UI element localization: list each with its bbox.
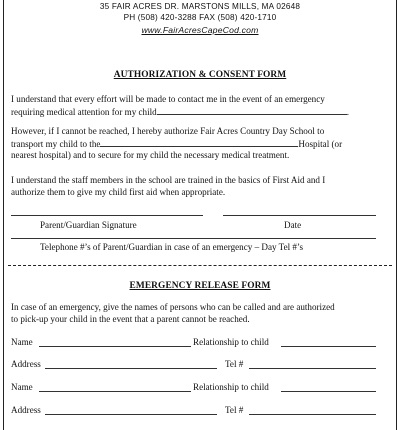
contact-2-address-row [11, 405, 391, 417]
release-title: EMERGENCY RELEASE FORM [129, 281, 271, 291]
contact-2-address-field[interactable] [45, 414, 217, 415]
contact-2-relationship-field[interactable] [281, 391, 376, 392]
contact-2-name-row [11, 382, 391, 394]
para2-line3: nearest hospital) and to secure for my child the necessary medical treatment. [11, 150, 290, 161]
para2-line1: However, if I cannot be reached, I hereby authorize Fair Acres Country Day School to [11, 126, 325, 136]
authorization-paragraph-1 [11, 94, 391, 118]
para1-line2-text: requiring medical attention for my child [11, 106, 157, 117]
para3-line2: authorize them to give my child first aid when appropriate. [11, 186, 226, 197]
child-name-field[interactable] [157, 106, 347, 115]
contact-2-name-field[interactable] [39, 391, 191, 392]
para2-line2-b: Hospital (or [298, 138, 343, 149]
school-website-link[interactable]: www.FairAcresCapeCod.com [141, 25, 259, 35]
relationship-label: Relationship to child [193, 337, 269, 347]
contact-1-name-row [11, 337, 391, 349]
contact-1-tel-field[interactable] [249, 368, 376, 369]
right-border-line [396, 0, 397, 430]
para1-line1: I understand that every effort will be made to contact me in the event of an emergency [11, 94, 325, 104]
telephone-label: Telephone #’s of Parent/Guardian in case of an emergency – Day Tel #’s [40, 242, 304, 252]
school-phone-fax: PH (508) 420-3288 FAX (508) 420-1710 [123, 13, 277, 22]
date-label: Date [284, 220, 302, 230]
contact-1-address-row [11, 359, 391, 371]
authorization-paragraph-3 [11, 175, 391, 198]
para2-line2-row [11, 138, 391, 151]
contact-1-name-field[interactable] [39, 346, 191, 347]
authorization-title: AUTHORIZATION & CONSENT FORM [113, 70, 287, 80]
left-border-line [3, 0, 4, 430]
contact-2-tel-field[interactable] [249, 414, 376, 415]
tel-label: Tel # [225, 359, 244, 369]
school-address: 35 FAIR ACRES DR. MARSTONS MILLS, MA 02648 [99, 2, 301, 11]
release-intro-line2: to pick-up your child in the event that a parent cannot be reached. [11, 313, 250, 324]
name-label: Name [11, 382, 33, 392]
address-label: Address [11, 405, 41, 415]
name-label: Name [11, 337, 33, 347]
release-intro [11, 302, 391, 325]
para1-end: . [346, 106, 349, 117]
contact-1-relationship-field[interactable] [281, 346, 376, 347]
hospital-name-field[interactable] [100, 138, 298, 147]
contact-1-address-field[interactable] [45, 368, 217, 369]
relationship-label: Relationship to child [193, 382, 269, 392]
para2-line2-a: transport my child to the [11, 138, 101, 149]
para3-line1: I understand the staff members in the school are trained in the basics of First Aid and I [11, 175, 326, 185]
parent-signature-label: Parent/Guardian Signature [40, 220, 137, 230]
telephone-line[interactable] [11, 238, 376, 239]
tel-label: Tel # [225, 405, 244, 415]
para1-line2-row [11, 106, 391, 119]
date-line[interactable] [223, 215, 376, 216]
cut-dashed-line [8, 265, 392, 266]
parent-signature-line[interactable] [11, 215, 203, 216]
release-intro-line1: In case of an emergency, give the names of persons who can be called and are authorized [11, 302, 335, 312]
address-label: Address [11, 359, 41, 369]
authorization-paragraph-2 [11, 126, 391, 162]
